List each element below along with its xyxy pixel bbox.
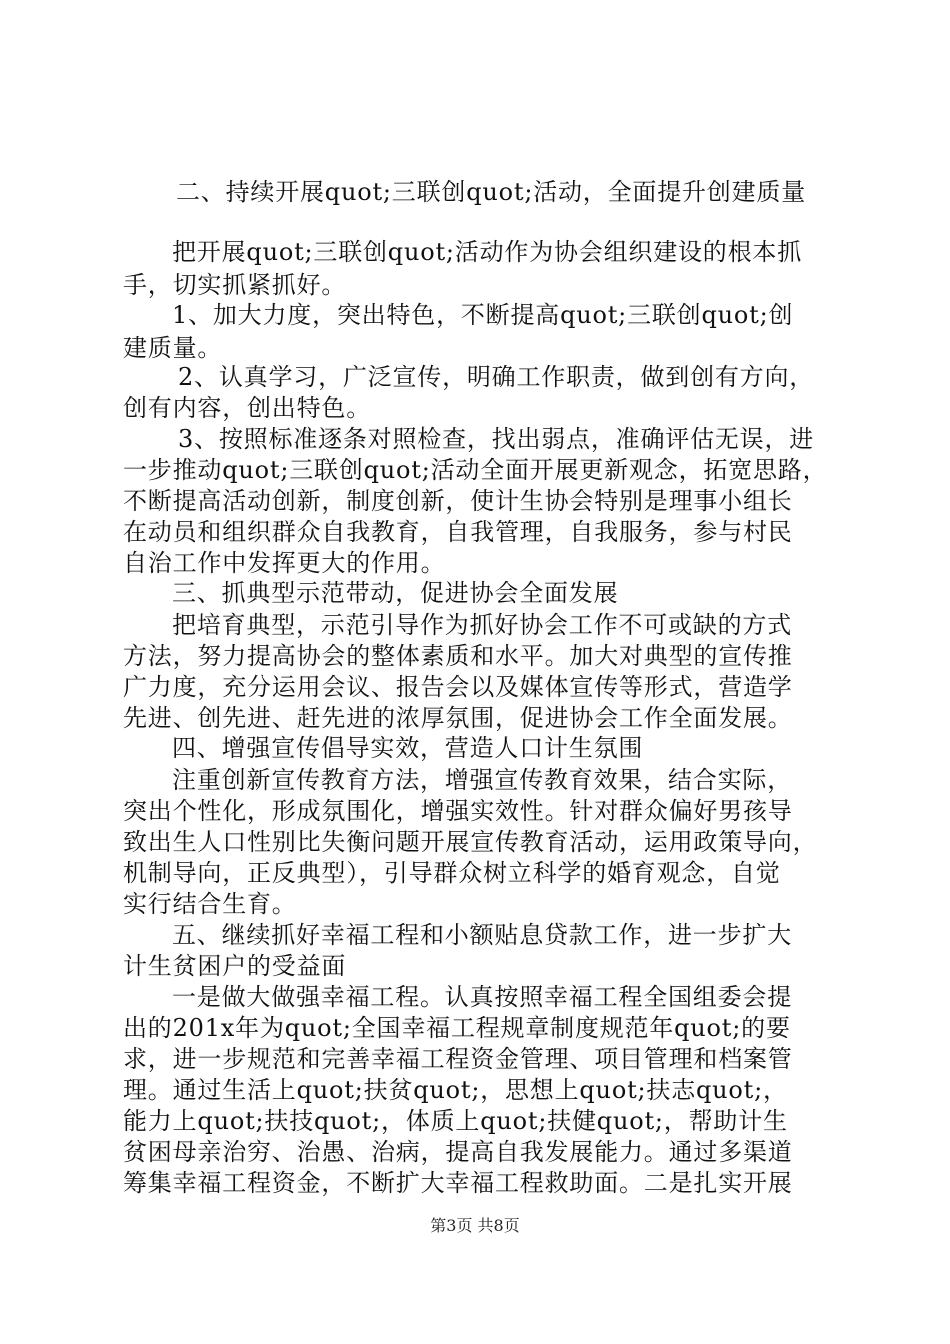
paragraph-line: 致出生人口性别比失衡问题开展宣传教育活动，运用政策导向，: [123, 828, 818, 856]
heading-section-5: 五、继续抓好幸福工程和小额贴息贷款工作，进一步扩大: [172, 921, 792, 949]
paragraph-line: 筹集幸福工程资金，不断扩大幸福工程救助面。二是扎实开展: [123, 1169, 793, 1197]
heading-section-3: 三、抓典型示范带动，促进协会全面发展: [172, 579, 619, 607]
paragraph-line: 贫困母亲治穷、治愚、治病，提高自我发展能力。通过多渠道: [123, 1138, 793, 1166]
paragraph-line: 先进、创先进、赶先进的浓厚氛围，促进协会工作全面发展。: [123, 704, 793, 732]
paragraph-line: 把培育典型，示范引导作为抓好协会工作不可或缺的方式: [172, 611, 792, 639]
list-item-line: 在动员和组织群众自我教育，自我管理，自我服务，参与村民: [123, 518, 793, 546]
paragraph-line: 能力上quot;扶技quot;，体质上quot;扶健quot;，帮助计生: [123, 1107, 788, 1135]
list-item-line: 一步推动quot;三联创quot;活动全面开展更新观念，拓宽思路，: [123, 456, 828, 484]
paragraph-line: 方法，努力提高协会的整体素质和水平。加大对典型的宣传推: [123, 642, 793, 670]
paragraph-line: 突出个性化，形成氛围化，增强实效性。针对群众偏好男孩导: [123, 797, 793, 825]
paragraph-line: 出的201x年为quot;全国幸福工程规章制度规范年quot;的要: [123, 1014, 791, 1042]
paragraph-line: 实行结合生育。: [123, 890, 297, 918]
paragraph-line: 注重创新宣传教育方法，增强宣传教育效果，结合实际，: [172, 766, 792, 794]
paragraph-line: 广力度，充分运用会议、报告会以及媒体宣传等形式，营造学: [123, 673, 793, 701]
heading-section-5-cont: 计生贫困户的受益面: [123, 952, 347, 980]
paragraph-line: 一是做大做强幸福工程。认真按照幸福工程全国组委会提: [172, 983, 792, 1011]
list-item-line: 自治工作中发挥更大的作用。: [123, 549, 446, 577]
heading-section-2: 二、持续开展quot;三联创quot;活动，全面提升创建质量: [176, 178, 806, 206]
paragraph-line: 把开展quot;三联创quot;活动作为协会组织建设的根本抓: [172, 238, 802, 266]
list-item-line: 建质量。: [123, 334, 223, 362]
paragraph-line: 手，切实抓紧抓好。: [123, 271, 347, 299]
list-item-line: 不断提高活动创新，制度创新，使计生协会特别是理事小组长: [123, 487, 793, 515]
heading-section-4: 四、增强宣传倡导实效，营造人口计生氛围: [172, 734, 644, 762]
paragraph-line: 求，进一步规范和完善幸福工程资金管理、项目管理和档案管: [123, 1045, 793, 1073]
paragraph-line: 机制导向，正反典型），引导群众树立科学的婚育观念，自觉: [123, 859, 781, 887]
list-item-line: 创有内容，创出特色。: [123, 394, 371, 422]
list-item-line: 2、认真学习，广泛宣传，明确工作职责，做到创有方向，: [178, 363, 815, 391]
list-item-line: 3、按照标准逐条对照检查，找出弱点，准确评估无误，进: [178, 425, 815, 453]
paragraph-line: 理。通过生活上quot;扶贫quot;，思想上quot;扶志quot;，: [123, 1076, 788, 1104]
page-number-footer: 第3页 共8页: [430, 1216, 520, 1235]
list-item-line: 1、加大力度，突出特色，不断提高quot;三联创quot;创: [172, 301, 794, 329]
